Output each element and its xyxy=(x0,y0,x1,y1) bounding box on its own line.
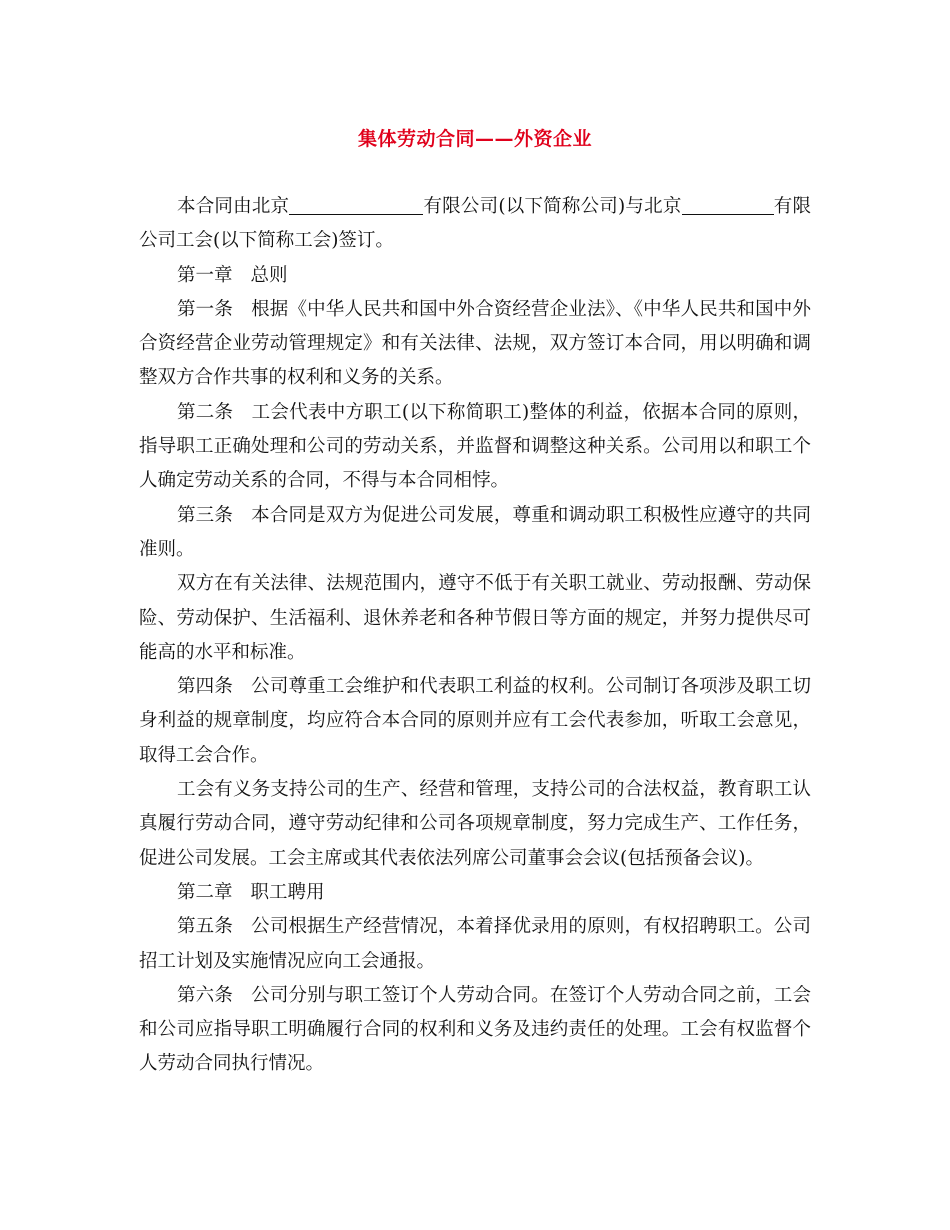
document-body xyxy=(139,190,811,1082)
chapter-1-label: 第一章 xyxy=(177,264,233,286)
article-5 xyxy=(139,910,811,979)
paragraph-union-duties: 工会有义务支持公司的生产、经营和管理，支持公司的合法权益，教育职工认真履行劳动合同，遵守劳动纪律和公司各项规章制度，努力完成生产、工作任务，促进公司发展。工会主席或其代表依法列席公司董事会会议(包括预备会议)。 xyxy=(139,779,811,869)
article-5-label: 第五条 xyxy=(177,916,233,938)
article-6 xyxy=(139,979,811,1082)
chapter-2-name: 职工聘用 xyxy=(250,881,325,903)
intro-text-3: 有限公司工会(以下简称工会)签订。 xyxy=(139,196,811,252)
chapter-1-heading xyxy=(139,259,811,293)
article-5-text: 公司根据生产经营情况，本着择优录用的原则，有权招聘职工。公司招工计划及实施情况应向工会通报。 xyxy=(139,916,811,972)
company-name-blank xyxy=(289,194,423,215)
article-4-label: 第四条 xyxy=(177,676,233,698)
article-2-label: 第二条 xyxy=(177,401,234,423)
article-6-label: 第六条 xyxy=(177,984,233,1006)
article-2-text: 工会代表中方职工(以下称简职工)整体的利益，依据本合同的原则，指导职工正确处理和公司的劳动关系，并监督和调整这种关系。公司用以和职工个人确定劳动关系的合同，不得与本合同相悖。 xyxy=(139,401,811,492)
article-1 xyxy=(139,293,811,396)
article-1-text: 根据《中华人民共和国中外合资经营企业法》、《中华人民共和国中外合资经营企业劳动管理规定》和有关法律、法规，双方签订本合同，用以明确和调整双方合作共事的权利和义务的关系。 xyxy=(139,298,811,389)
chapter-2-label: 第二章 xyxy=(177,881,233,903)
article-3 xyxy=(139,499,811,568)
paragraph-standards: 双方在有关法律、法规范围内，遵守不低于有关职工就业、劳动报酬、劳动保险、劳动保护、生活福利、退休养老和各种节假日等方面的规定，并努力提供尽可能高的水平和标准。 xyxy=(139,573,811,663)
article-4-text: 公司尊重工会维护和代表职工利益的权利。公司制订各项涉及职工切身利益的规章制度，均应符合本合同的原则并应有工会代表参加，听取工会意见，取得工会合作。 xyxy=(139,676,811,766)
union-company-name-blank xyxy=(682,194,774,215)
document-title: 集体劳动合同——外资企业 xyxy=(357,128,592,150)
article-3-label: 第三条 xyxy=(177,504,233,526)
intro-text-2: 有限公司(以下简称公司)与北京 xyxy=(423,196,682,217)
intro-text-1: 本合同由北京 xyxy=(177,196,290,217)
article-2 xyxy=(139,396,811,499)
article-1-label: 第一条 xyxy=(177,298,233,320)
article-6-text: 公司分别与职工签订个人劳动合同。在签订个人劳动合同之前，工会和公司应指导职工明确履行合同的权利和义务及违约责任的处理。工会有权监督个人劳动合同执行情况。 xyxy=(139,984,811,1075)
chapter-2-heading xyxy=(139,876,811,910)
article-4 xyxy=(139,670,811,773)
chapter-1-name: 总则 xyxy=(250,264,288,286)
intro-paragraph xyxy=(139,190,811,259)
article-3-text: 本合同是双方为促进公司发展，尊重和调动职工积极性应遵守的共同准则。 xyxy=(139,504,811,560)
